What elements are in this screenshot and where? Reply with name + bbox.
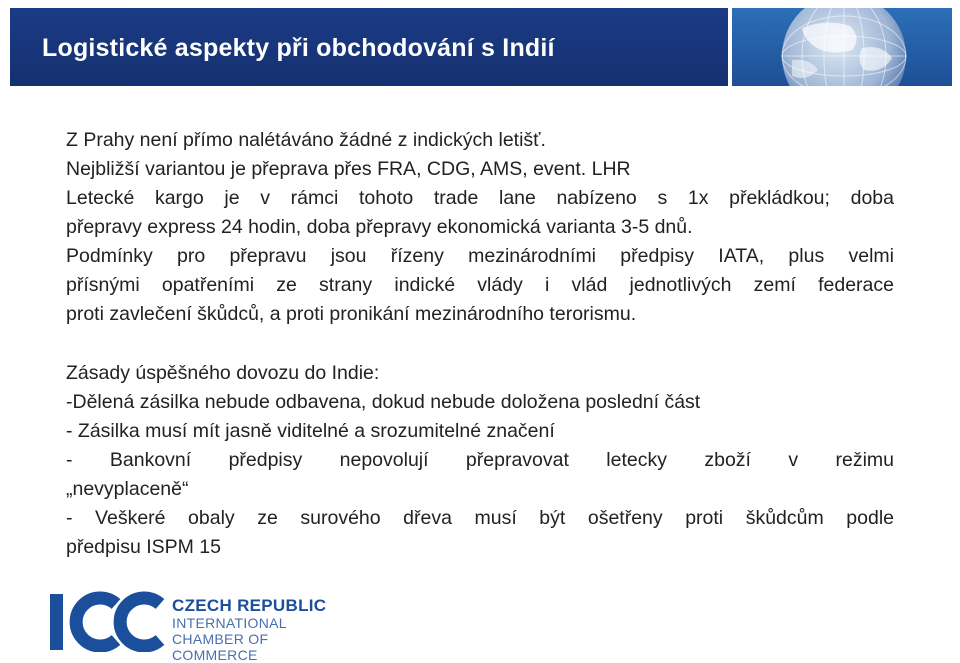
body-line: Z Prahy není přímo nalétáváno žádné z indických letišť. xyxy=(66,129,546,151)
page-title: Logistické aspekty při obchodování s Indií xyxy=(42,33,555,62)
principle-item: „nevyplaceně“ xyxy=(66,478,189,500)
body-text xyxy=(66,126,894,562)
logo-line-3: CHAMBER OF COMMERCE xyxy=(172,631,269,663)
principle-item: předpisu ISPM 15 xyxy=(66,536,222,558)
body-line: proti zavlečení škůdců, a proti pronikání mezinárodního terorismu. xyxy=(66,303,637,325)
principle-item: - Veškeré obaly ze surového dřeva musí být ošetřeny proti škůdcům podle xyxy=(66,507,894,529)
globe-icon xyxy=(732,8,952,86)
icc-mark-icon xyxy=(50,590,166,652)
principle-item: -Dělená zásilka nebude odbavena, dokud nebude doložena poslední část xyxy=(66,391,701,413)
icc-logo xyxy=(50,590,350,663)
body-line: Letecké kargo je v rámci tohoto trade lane nabízeno s 1x překládkou; doba xyxy=(66,187,894,209)
principle-item: - Zásilka musí mít jasně viditelné a srozumitelné značení xyxy=(66,420,555,442)
logo-line-2: INTERNATIONAL xyxy=(172,615,287,631)
body-line: přísnými opatřeními ze strany indické vlády i vlád jednotlivých zemí federace xyxy=(66,274,894,296)
logo-line-1: CZECH REPUBLIC xyxy=(172,596,327,615)
principle-item: - Bankovní předpisy nepovolují přepravovat letecky zboží v režimu xyxy=(66,449,894,471)
body-line: Nejbližší variantou je přeprava přes FRA, CDG, AMS, event. LHR xyxy=(66,158,631,180)
title-bar xyxy=(0,0,960,88)
logo-text xyxy=(172,596,350,663)
body-line: přepravy express 24 hodin, doba přepravy ekonomická varianta 3-5 dnů. xyxy=(66,216,693,238)
principles-heading: Zásady úspěšného dovozu do Indie: xyxy=(66,362,380,384)
title-band xyxy=(10,8,728,86)
body-line: Podmínky pro přepravu jsou řízeny mezinárodními předpisy IATA, plus velmi xyxy=(66,245,894,267)
